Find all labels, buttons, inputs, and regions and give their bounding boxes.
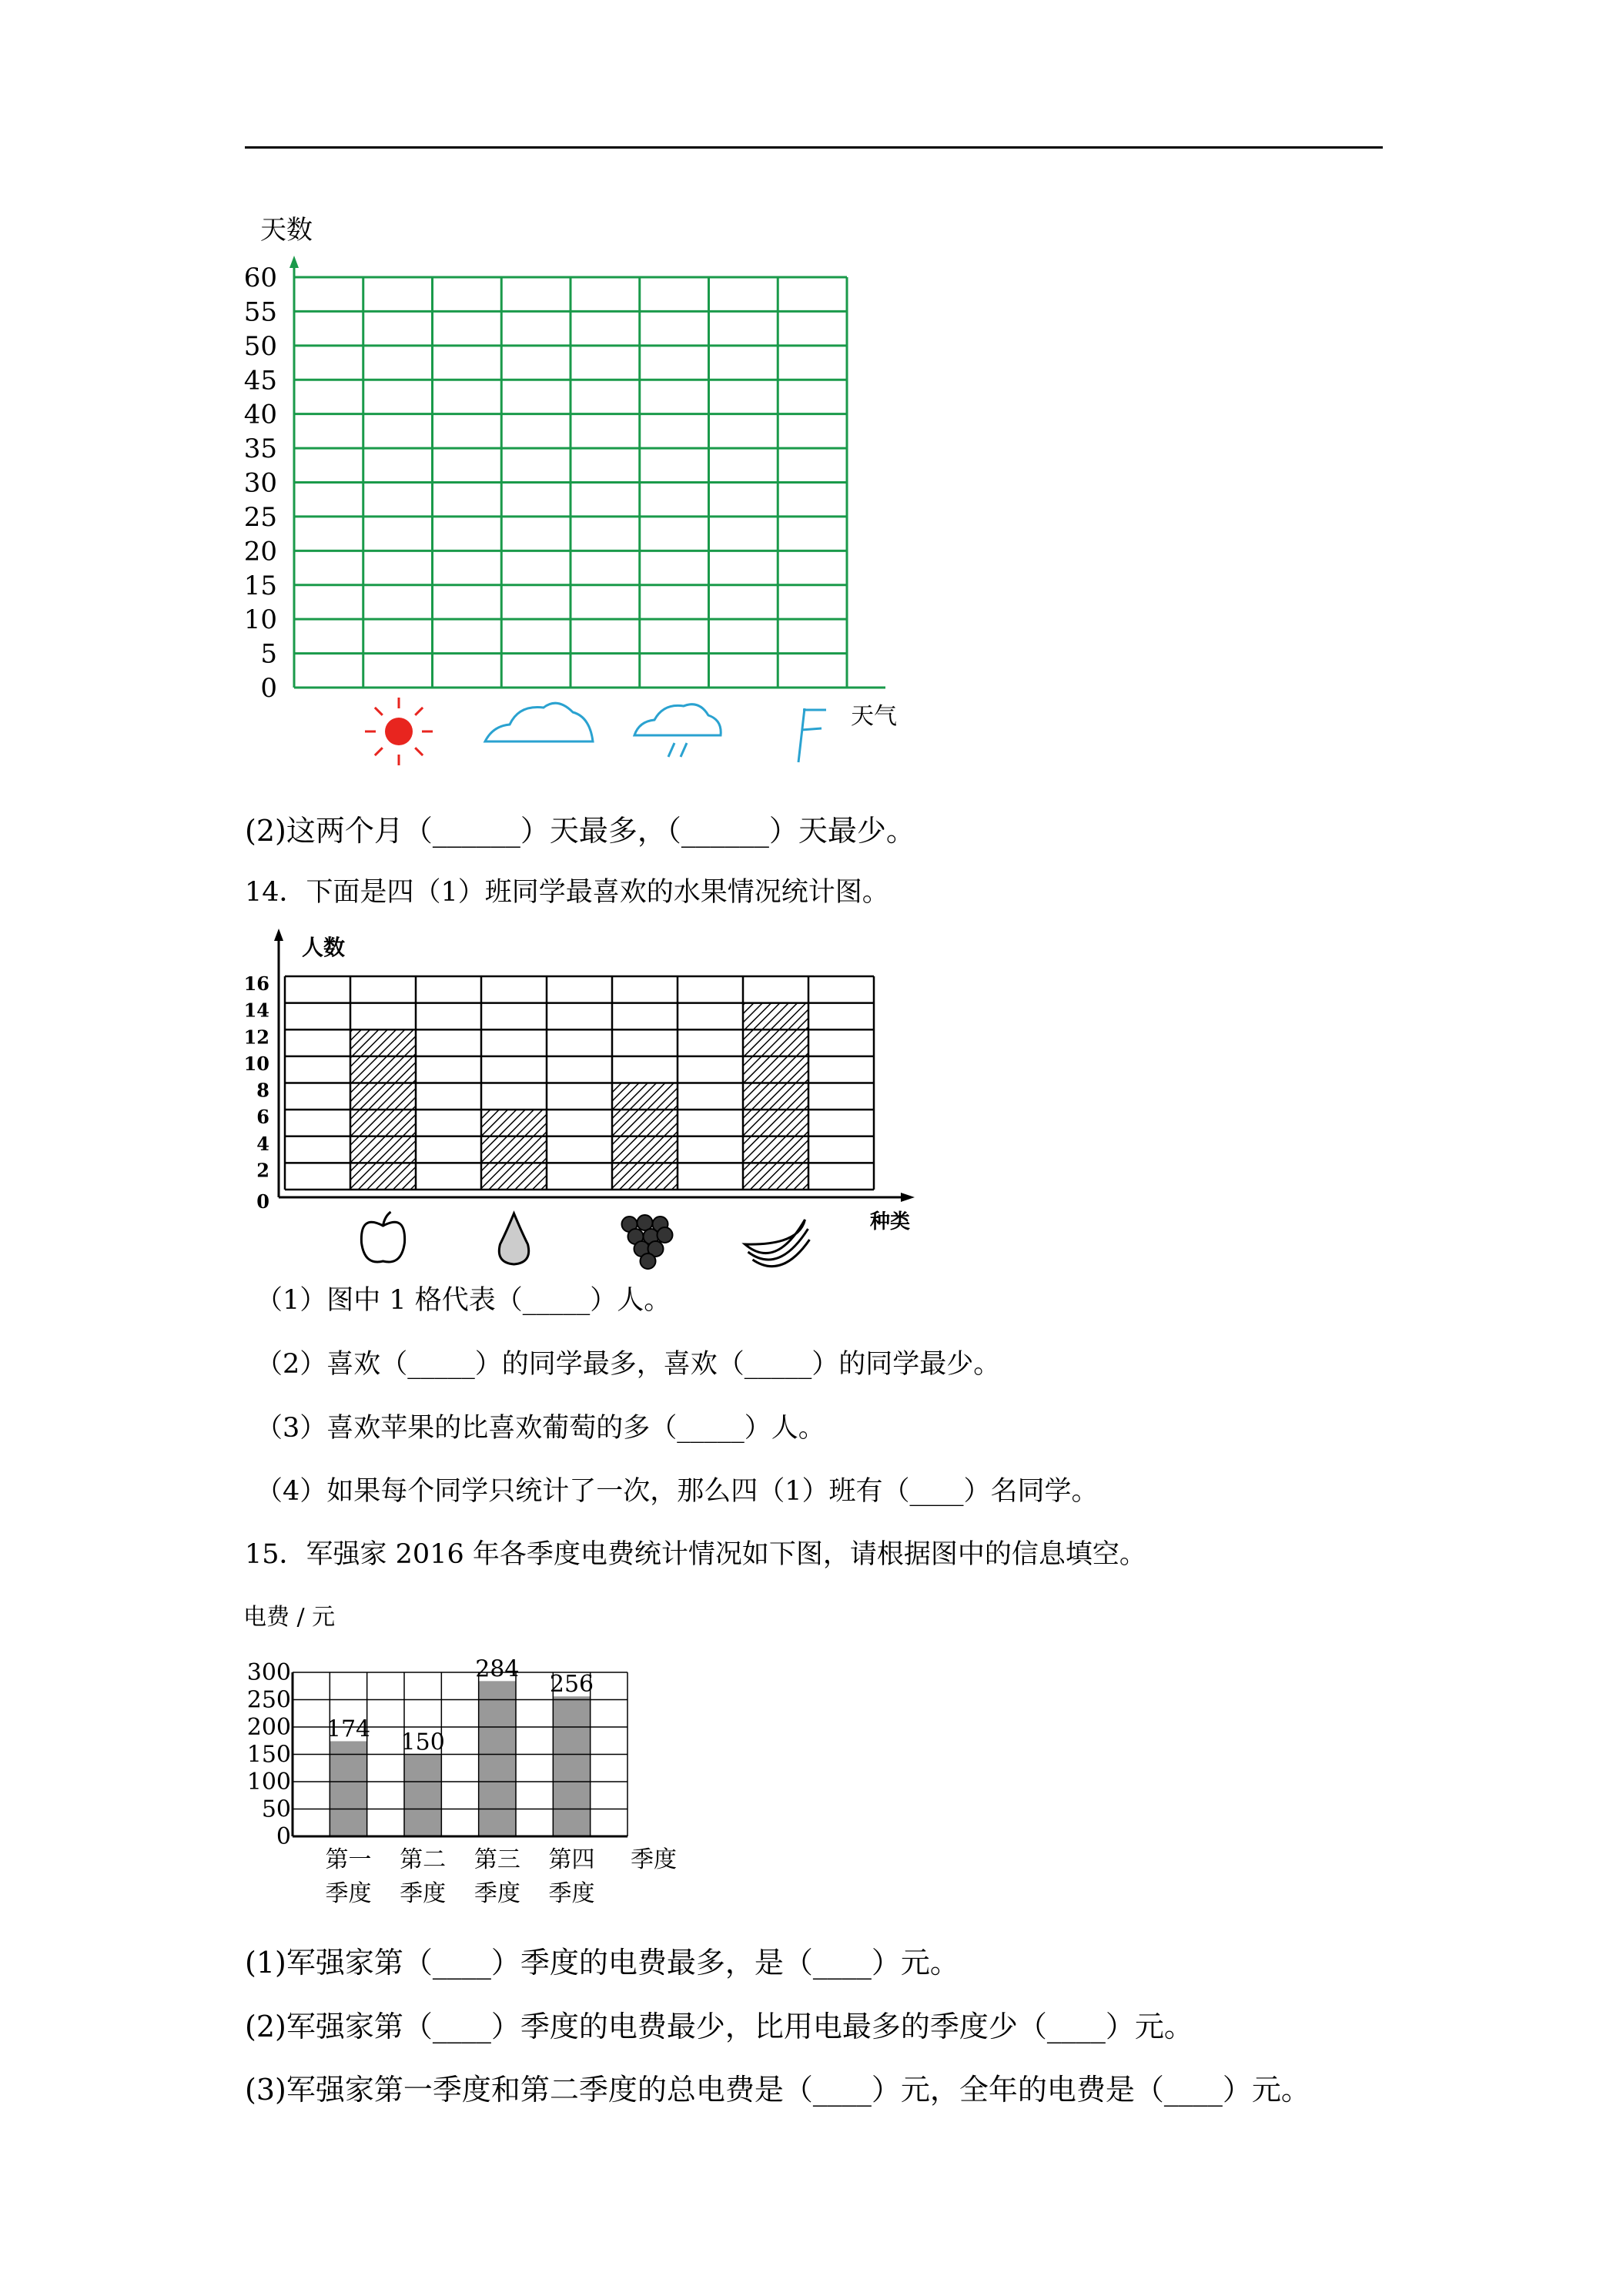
wind-icon xyxy=(798,708,826,762)
data-label: 284 xyxy=(475,1655,520,1683)
question-15-title: 15．军强家 2016 年各季度电费统计情况如下图，请根据图中的信息填空。 xyxy=(245,1539,1146,1570)
data-label: 174 xyxy=(326,1715,371,1743)
y-tick-label: 40 xyxy=(243,399,277,430)
y-tick-label: 250 xyxy=(246,1686,291,1714)
y-tick-label: 5 xyxy=(260,638,277,670)
grape-icon xyxy=(622,1215,673,1269)
weather-days-chart xyxy=(231,200,924,785)
sun-icon xyxy=(365,698,433,765)
header-rule xyxy=(245,146,1383,149)
y-axis-arrow xyxy=(289,256,299,268)
y-axis-arrow xyxy=(274,929,283,941)
question-14-part-1: （1）图中 1 格代表（_____）人。 xyxy=(256,1285,671,1316)
y-tick-label: 0 xyxy=(256,1190,269,1213)
data-label: 150 xyxy=(400,1729,445,1756)
x-tick-label: 第三 xyxy=(474,1846,520,1873)
y-tick-label: 300 xyxy=(246,1659,291,1686)
cloud-icon xyxy=(485,703,593,741)
question-15-part-3: (3)军强家第一季度和第二季度的总电费是（____）元，全年的电费是（____）元。 xyxy=(245,2073,1310,2107)
x-axis-label: 天气 xyxy=(851,703,897,730)
x-axis-label: 季度 xyxy=(631,1846,677,1873)
y-tick-label: 150 xyxy=(246,1741,291,1769)
bar-quarter-2 xyxy=(404,1755,441,1837)
y-tick-label: 30 xyxy=(243,467,277,499)
y-tick-label: 15 xyxy=(243,570,277,601)
apple-icon xyxy=(361,1212,404,1262)
y-tick-label: 20 xyxy=(243,536,277,567)
bar-quarter-3 xyxy=(479,1681,516,1836)
bar-banana xyxy=(743,1003,808,1190)
banana-icon xyxy=(745,1220,810,1267)
data-label: 256 xyxy=(549,1671,594,1699)
y-axis-label: 人数 xyxy=(302,935,346,960)
y-tick-label: 100 xyxy=(246,1769,291,1796)
y-tick-label: 0 xyxy=(260,673,277,704)
y-tick-label: 4 xyxy=(256,1132,269,1155)
x-tick-label: 季度 xyxy=(474,1880,520,1907)
y-tick-label: 12 xyxy=(243,1026,269,1049)
y-tick-label: 10 xyxy=(243,604,277,636)
x-tick-label: 第四 xyxy=(548,1846,595,1873)
rain-cloud-icon xyxy=(634,705,721,757)
y-tick-label: 10 xyxy=(243,1052,269,1075)
question-13-part-2: (2)这两个月（______）天最多，（______）天最少。 xyxy=(245,814,915,848)
y-tick-label: 50 xyxy=(261,1796,291,1823)
y-tick-label: 14 xyxy=(243,999,269,1022)
pear-icon xyxy=(499,1213,528,1264)
question-14-title: 14．下面是四（1）班同学最喜欢的水果情况统计图。 xyxy=(245,877,889,908)
question-15-part-2: (2)军强家第（____）季度的电费最少，比用电最多的季度少（____）元。 xyxy=(245,2010,1193,2043)
question-15-part-1: (1)军强家第（____）季度的电费最多，是（____）元。 xyxy=(245,1946,959,1980)
y-axis-label: 天数 xyxy=(260,215,313,246)
x-tick-label: 季度 xyxy=(325,1880,372,1907)
y-tick-label: 55 xyxy=(243,296,277,328)
x-axis-arrow xyxy=(901,1193,915,1202)
bar-quarter-1 xyxy=(330,1741,366,1836)
x-tick-label: 季度 xyxy=(548,1880,595,1907)
y-tick-label: 200 xyxy=(246,1714,291,1741)
question-14-part-4: （4）如果每个同学只统计了一次，那么四（1）班有（____）名同学。 xyxy=(256,1476,1099,1507)
y-tick-label: 35 xyxy=(243,433,277,465)
y-tick-label: 60 xyxy=(243,263,277,293)
y-tick-label: 2 xyxy=(256,1159,269,1182)
electricity-fee-chart xyxy=(231,1594,708,1933)
y-tick-label: 45 xyxy=(243,365,277,397)
bar-quarter-4 xyxy=(553,1696,590,1836)
y-tick-label: 16 xyxy=(243,972,269,995)
question-14-part-2: （2）喜欢（_____）的同学最多，喜欢（_____）的同学最少。 xyxy=(256,1349,1001,1380)
bar-pear xyxy=(481,1110,547,1190)
favorite-fruit-chart xyxy=(231,924,939,1278)
question-14-part-3: （3）喜欢苹果的比喜欢葡萄的多（_____）人。 xyxy=(256,1413,825,1444)
y-axis-label: 电费 / 元 xyxy=(243,1604,336,1631)
x-tick-label: 第二 xyxy=(400,1846,447,1873)
y-tick-label: 8 xyxy=(256,1079,269,1102)
y-tick-label: 6 xyxy=(256,1106,269,1129)
y-tick-label: 50 xyxy=(243,330,277,362)
y-tick-label: 25 xyxy=(243,501,277,533)
x-tick-label: 第一 xyxy=(325,1846,372,1873)
x-tick-label: 季度 xyxy=(400,1880,447,1907)
y-tick-label: 0 xyxy=(276,1823,291,1850)
x-axis-label: 种类 xyxy=(870,1210,911,1233)
